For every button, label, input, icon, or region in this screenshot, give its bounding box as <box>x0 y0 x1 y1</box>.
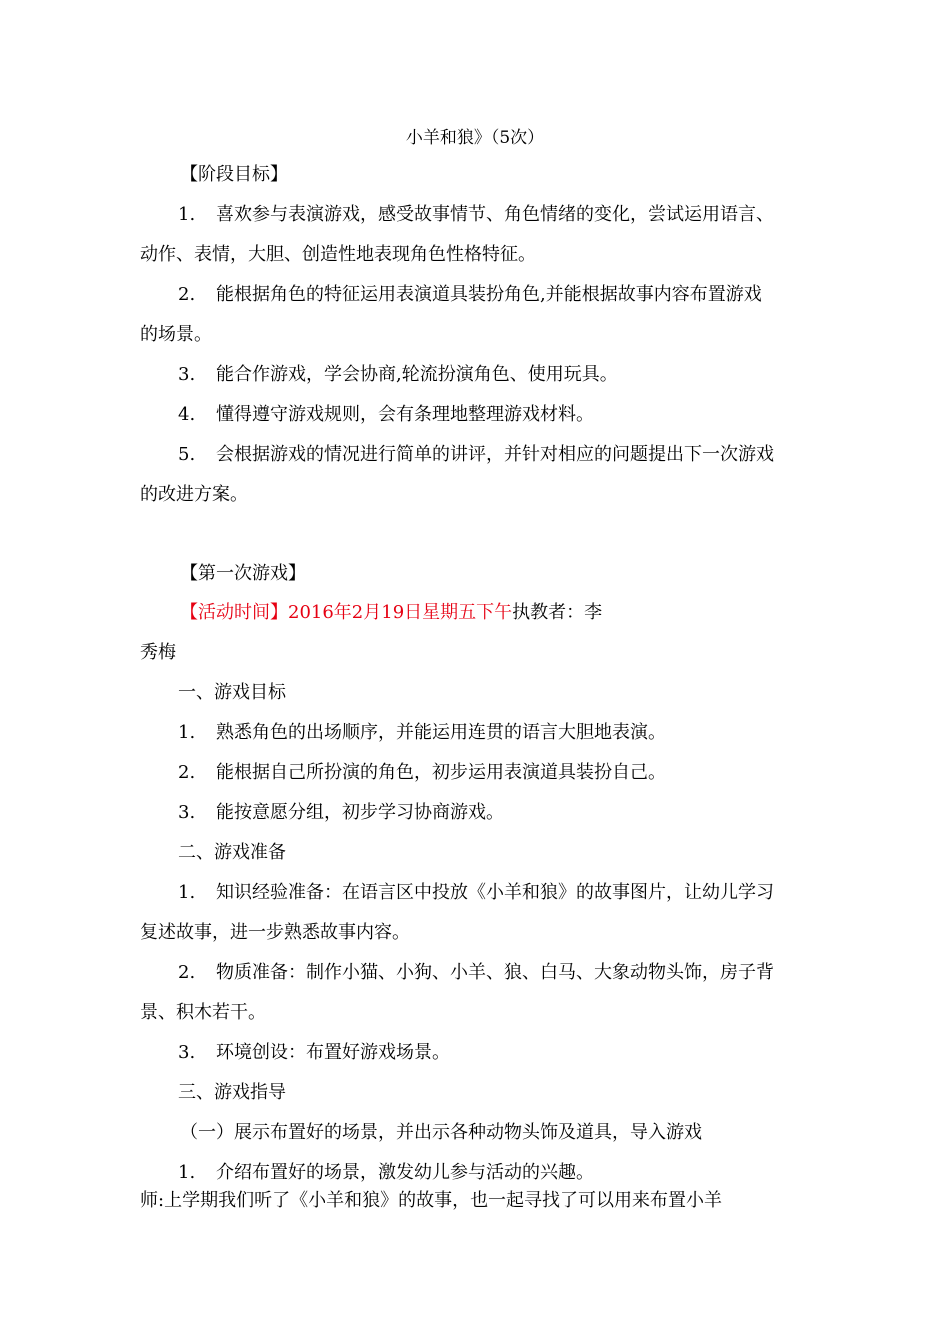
goal-2-number: 2. <box>178 284 196 305</box>
first-game-heading: 【第一次游戏】 <box>180 563 306 584</box>
sec1-item-1-text: 熟悉角色的出场顺序，并能运用连贯的语言大胆地表演。 <box>216 722 666 743</box>
goal-2-line2: 的场景。 <box>140 324 212 345</box>
goal-4-line1: 懂得遵守游戏规则，会有条理地整理游戏材料。 <box>216 404 594 425</box>
sec2-item-2-line2: 景、积木若干。 <box>140 1002 266 1023</box>
teacher-name-cont: 秀梅 <box>140 642 176 663</box>
goal-1-line2: 动作、表情，大胆、创造性地表现角色性格特征。 <box>140 244 536 265</box>
sec2-item-1-number: 1. <box>178 882 196 903</box>
sec1-item-3-text: 能按意愿分组，初步学习协商游戏。 <box>216 802 504 823</box>
document-title: 小羊和狼》（5次） <box>405 128 545 148</box>
teacher-speech: 师:上学期我们听了《小羊和狼》的故事，也一起寻找了可以用来布置小羊 <box>140 1190 723 1211</box>
sec2-item-2-line1: 物质准备：制作小猫、小狗、小羊、狼、白马、大象动物头饰，房子背 <box>216 962 774 983</box>
goal-1-line1: 喜欢参与表演游戏，感受故事情节、角色情绪的变化，尝试运用语言、 <box>216 204 774 225</box>
goal-5-number: 5. <box>178 444 196 465</box>
goal-4-number: 4. <box>178 404 196 425</box>
section-3-heading: 三、游戏指导 <box>178 1082 286 1103</box>
sec1-item-3-number: 3. <box>178 802 196 823</box>
sec2-item-1-line2: 复述故事，进一步熟悉故事内容。 <box>140 922 410 943</box>
goal-5-line2: 的改进方案。 <box>140 484 248 505</box>
goal-1-number: 1. <box>178 204 196 225</box>
sec1-item-1-number: 1. <box>178 722 196 743</box>
section-1-heading: 一、游戏目标 <box>178 682 286 703</box>
section-2-heading: 二、游戏准备 <box>178 842 286 863</box>
teacher-label: 执教者：李 <box>512 602 603 623</box>
activity-time-line <box>180 601 602 625</box>
stage-goal-heading: 【阶段目标】 <box>180 164 288 185</box>
sec1-item-2-number: 2. <box>178 762 196 783</box>
goal-3-number: 3. <box>178 364 196 385</box>
sec2-item-2-number: 2. <box>178 962 196 983</box>
sec2-item-3-number: 3. <box>178 1042 196 1063</box>
goal-2-line1: 能根据角色的特征运用表演道具装扮角色,并能根据故事内容布置游戏 <box>216 284 762 305</box>
section-3-sub-1: （一）展示布置好的场景，并出示各种动物头饰及道具，导入游戏 <box>180 1122 702 1143</box>
sec3-item-1-text: 介绍布置好的场景，激发幼儿参与活动的兴趣。 <box>216 1162 594 1183</box>
sec3-item-1-number: 1. <box>178 1162 196 1183</box>
goal-5-line1: 会根据游戏的情况进行简单的讲评，并针对相应的问题提出下一次游戏 <box>216 444 774 465</box>
sec2-item-1-line1: 知识经验准备：在语言区中投放《小羊和狼》的故事图片，让幼儿学习 <box>216 882 774 903</box>
sec1-item-2-text: 能根据自己所扮演的角色，初步运用表演道具装扮自己。 <box>216 762 666 783</box>
sec2-item-3-line1: 环境创设：布置好游戏场景。 <box>216 1042 450 1063</box>
activity-time: 【活动时间】2016年2月19日星期五下午 <box>180 602 513 623</box>
goal-3-line1: 能合作游戏，学会协商,轮流扮演角色、使用玩具。 <box>216 364 618 385</box>
